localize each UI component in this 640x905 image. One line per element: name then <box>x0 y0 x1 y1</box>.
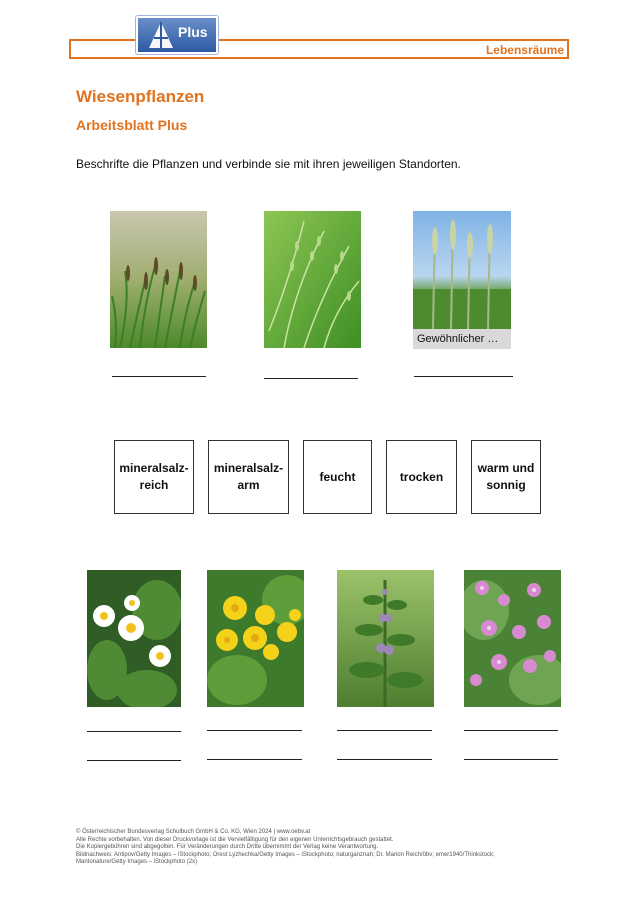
habitat-label: feucht <box>319 469 356 484</box>
photo-caption: Gewöhnlicher … <box>413 329 511 349</box>
answer-line[interactable] <box>337 759 432 760</box>
grass-photo-1 <box>110 211 207 348</box>
task-instruction: Beschrifte die Pflanzen und verbinde sie mit ihren jeweiligen Standorten. <box>76 157 461 171</box>
footer-credits <box>76 829 576 867</box>
answer-line[interactable] <box>414 376 513 377</box>
answer-line[interactable] <box>87 731 181 732</box>
page-title: Wiesenpflanzen <box>76 87 205 106</box>
footer-line: Alle Rechte vorbehalten. Von dieser Druckvorlage ist die Vervielfältigung für den eigenen Unterrichtsgebrauch gestattet. <box>76 836 394 843</box>
mint-photo <box>337 570 434 707</box>
plus-logo <box>136 16 218 54</box>
habitat-label: warm und <box>477 461 535 475</box>
answer-line[interactable] <box>464 730 558 731</box>
answer-line[interactable] <box>112 376 206 377</box>
habitat-card-mineralsalzarm[interactable] <box>208 440 289 514</box>
grass-photo-2 <box>264 211 361 348</box>
habitat-label: sonnig <box>486 478 526 492</box>
habitat-card-trocken[interactable] <box>386 440 457 514</box>
page-subtitle: Arbeitsblatt Plus <box>76 117 188 133</box>
section-label: Lebensräume <box>485 43 564 57</box>
answer-line[interactable] <box>207 730 302 731</box>
footer-line: Bildnachweis: Antipov/Getty Images – iStockphoto; Orest Lyzhechka/Getty Images – iStockphoto; naturganznah; Dr. Marion Reich/öbv; emer1940/Thinkstock; <box>76 851 495 858</box>
habitat-label: arm <box>237 478 260 492</box>
triangle-logo-icon <box>148 21 174 49</box>
daisy-photo <box>87 570 181 707</box>
answer-line[interactable] <box>264 378 358 379</box>
habitat-label: reich <box>139 478 169 492</box>
habitat-card-feucht[interactable] <box>303 440 372 514</box>
habitat-label: trocken <box>399 469 444 484</box>
habitat-card-mineralsalzreich[interactable] <box>114 440 194 514</box>
campion-photo <box>464 570 561 707</box>
habitat-label: mineralsalz- <box>213 461 284 475</box>
answer-line[interactable] <box>87 760 181 761</box>
answer-line[interactable] <box>337 730 432 731</box>
habitat-card-warm-und-sonnig[interactable] <box>471 440 541 514</box>
answer-line[interactable] <box>207 759 302 760</box>
logo-label: Plus <box>178 24 208 40</box>
answer-line[interactable] <box>464 759 558 760</box>
grass-photo-3 <box>413 211 511 329</box>
dandelion-photo <box>207 570 304 707</box>
footer-line: Mantonature/Getty Images – iStockphoto (2x) <box>76 859 198 866</box>
habitat-label: mineralsalz- <box>119 461 189 475</box>
footer-line: Die Kopiergebühren sind abgegolten. Für Veränderungen durch Dritte übernimmt der Verlag keine Verantwortung. <box>76 844 379 851</box>
footer-line: © Österreichischer Bundesverlag Schulbuch GmbH & Co. KG, Wien 2024 | www.oebv.at <box>76 829 311 835</box>
